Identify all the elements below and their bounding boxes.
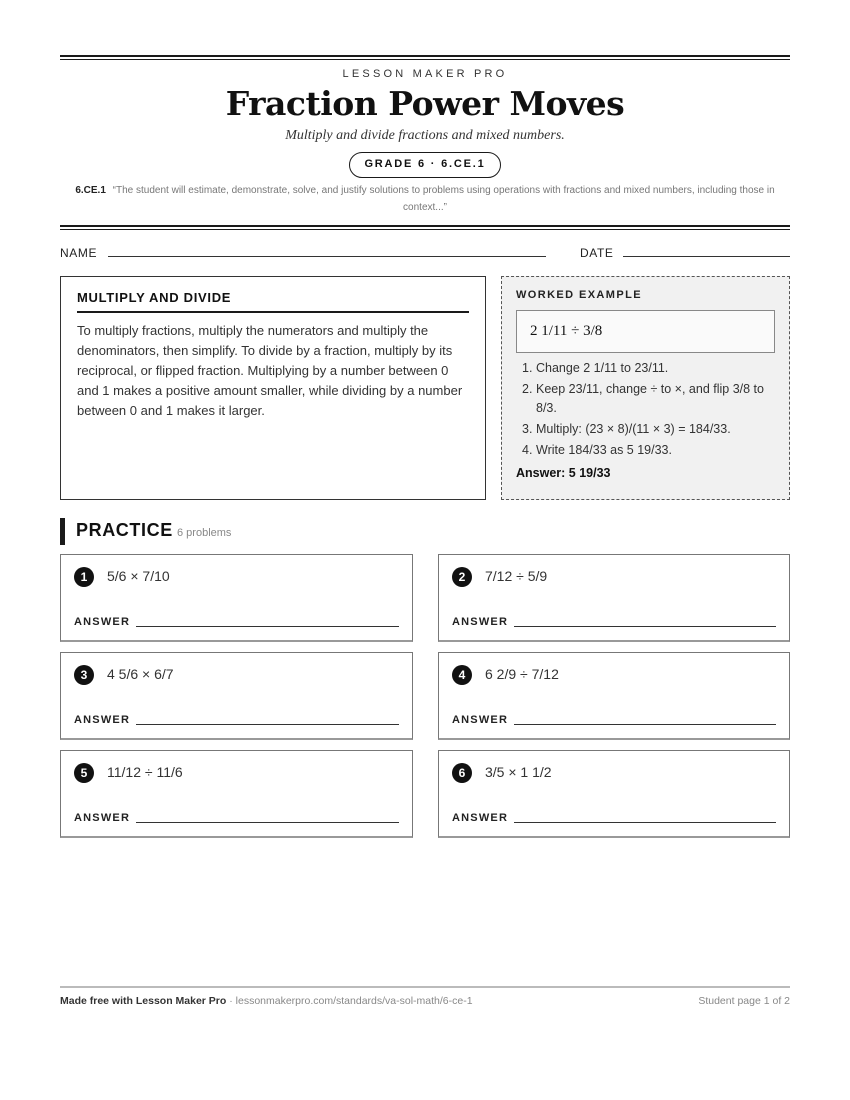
worked-example-box xyxy=(501,276,790,500)
footer-url[interactable]: · lessonmakerpro.com/standards/va-sol-math/6-ce-1 xyxy=(226,995,473,1007)
header-top-rule xyxy=(60,55,790,60)
page-title: Fraction Power Moves xyxy=(225,84,625,123)
worked-example-problem: 2 1/11 ÷ 3/8 xyxy=(516,310,775,353)
concept-box xyxy=(60,276,486,500)
problem-text: 11/12 ÷ 11/6 xyxy=(107,764,183,780)
answer-field[interactable] xyxy=(514,822,776,823)
worked-example-step: 1. Change 2 1/11 to 23/11. xyxy=(522,361,669,375)
practice-count: 6 problems xyxy=(177,527,232,539)
footer-rule xyxy=(60,986,790,988)
grade-badge: GRADE 6 · 6.CE.1 xyxy=(349,152,500,178)
problem-number-badge: 6 xyxy=(452,763,472,783)
date-field[interactable] xyxy=(623,256,790,257)
answer-field[interactable] xyxy=(514,626,776,627)
answer-label: ANSWER xyxy=(74,714,131,726)
answer-field[interactable] xyxy=(136,822,399,823)
answer-field[interactable] xyxy=(136,626,399,627)
problem-number-badge: 4 xyxy=(452,665,472,685)
concept-heading: MULTIPLY AND DIVIDE xyxy=(77,290,469,313)
standard-text: “The student will estimate, demonstrate, solve, and justify solutions to problems using operations with fractions and mixed numbers, including those in context...” xyxy=(112,185,775,213)
footer-credit xyxy=(60,995,473,1007)
problem-card-1 xyxy=(60,554,413,642)
problem-number-badge: 3 xyxy=(74,665,94,685)
footer-page-number: Student page 1 of 2 xyxy=(698,995,790,1007)
answer-label: ANSWER xyxy=(452,616,509,628)
problem-number-badge: 5 xyxy=(74,763,94,783)
problem-card-6 xyxy=(438,750,790,838)
practice-title: PRACTICE xyxy=(76,520,173,540)
worksheet-page xyxy=(60,0,790,1100)
footer-made-with: Made free with Lesson Maker Pro xyxy=(60,995,227,1007)
answer-label: ANSWER xyxy=(74,812,131,824)
problem-number-badge: 2 xyxy=(452,567,472,587)
answer-label: ANSWER xyxy=(452,812,509,824)
page-subtitle: Multiply and divide fractions and mixed numbers. xyxy=(285,128,565,143)
problem-card-4 xyxy=(438,652,790,740)
name-label: NAME xyxy=(60,246,98,260)
answer-field[interactable] xyxy=(136,724,399,725)
header-bottom-rule xyxy=(60,225,790,230)
problem-number-badge: 1 xyxy=(74,567,94,587)
worked-example-heading: WORKED EXAMPLE xyxy=(516,289,642,301)
worked-example-step: 3. Multiply: (23 × 8)/(11 × 3) = 184/33. xyxy=(522,422,731,436)
worked-example-step: 2. Keep 23/11, change ÷ to ×, and flip 3/8 to 8/3. xyxy=(522,382,764,415)
problem-text: 4 5/6 × 6/7 xyxy=(107,666,174,682)
problem-card-5 xyxy=(60,750,413,838)
problem-text: 5/6 × 7/10 xyxy=(107,568,170,584)
problem-text: 6 2/9 ÷ 7/12 xyxy=(485,666,559,682)
standard-description xyxy=(60,182,790,216)
answer-field[interactable] xyxy=(514,724,776,725)
standard-code: 6.CE.1 xyxy=(75,185,106,196)
answer-label: ANSWER xyxy=(74,616,131,628)
problem-text: 3/5 × 1 1/2 xyxy=(485,764,552,780)
worked-example-step: 4. Write 184/33 as 5 19/33. xyxy=(522,443,672,457)
problem-text: 7/12 ÷ 5/9 xyxy=(485,568,548,584)
date-label: DATE xyxy=(580,246,614,260)
answer-label: ANSWER xyxy=(452,714,509,726)
brand-name: LESSON MAKER PRO xyxy=(342,68,508,80)
practice-accent-bar xyxy=(60,518,65,545)
name-field[interactable] xyxy=(108,256,546,257)
worked-example-answer: Answer: 5 19/33 xyxy=(516,466,611,480)
concept-body: To multiply fractions, multiply the numerators and multiply the denominators, then simplify. To divide by a fraction, multiply by its reciprocal, or flipped fraction. Multiplying by a number between 0 and 1 makes a positive amount smaller, while dividing by a number between 0 and 1 makes it larger. xyxy=(77,323,463,418)
grade-badge-wrap xyxy=(60,152,790,178)
problem-card-3 xyxy=(60,652,413,740)
problem-card-2 xyxy=(438,554,790,642)
worked-example-steps xyxy=(516,359,775,460)
